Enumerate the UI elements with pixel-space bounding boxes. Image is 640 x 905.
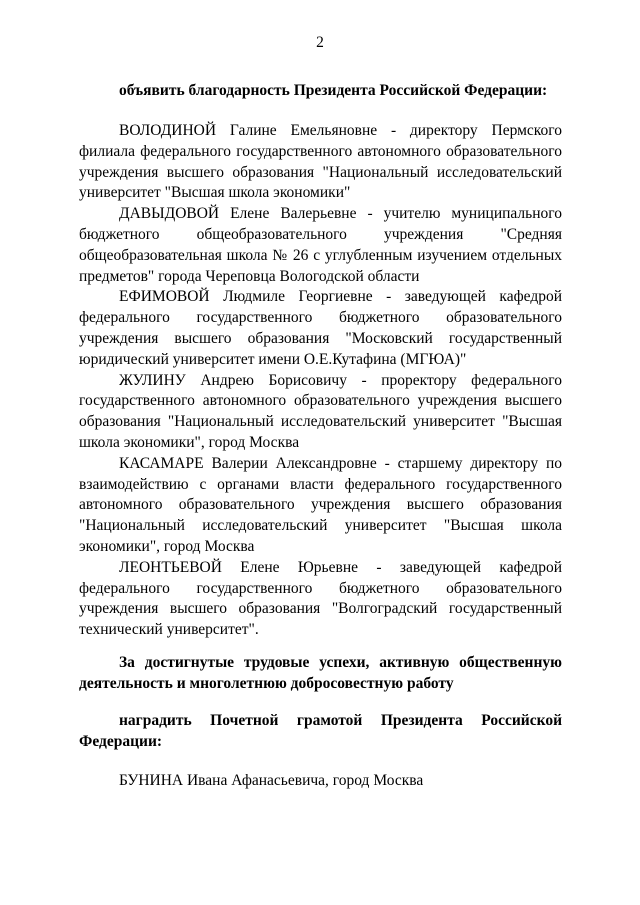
list-item: ВОЛОДИНОЙ Галине Емельяновне - директору Пермского филиала федерального государственного автономного образовательного учреждения высшего образования "Национальный исследовательский университет "Высшая школа экономики": [79, 122, 562, 202]
award-heading: наградить Почетной грамотой Президента Российской Федерации:: [79, 712, 562, 750]
gratitude-heading: объявить благодарность Президента Российской Федерации:: [119, 82, 548, 99]
list-item: ЕФИМОВОЙ Людмиле Георгиевне - заведующей кафедрой федерального государственного бюджетного образовательного учреждения высшего образования "Московский государственный юридический университет имени О.Е.Кутафина (МГЮА)": [79, 288, 562, 368]
list-item: ДАВЫДОВОЙ Елене Валерьевне - учителю муниципального бюджетного общеобразовательного учреждения "Средняя общеобразовательная школа № 26 с углубленным изучением отдельных предметов" города Череповца Вологодской области: [79, 205, 562, 285]
page-number: 2: [316, 34, 324, 51]
award-recipient: БУНИНА Ивана Афанасьевича, город Москва: [119, 772, 424, 789]
list-item: КАСАМАРЕ Валерии Александровне - старшему директору по взаимодействию с органами власти федерального государственного автономного образовательного учреждения высшего образования "Национальный исследовательский университет "Высшая школа экономики", город Москва: [79, 454, 562, 555]
list-item: ЖУЛИНУ Андрею Борисовичу - проректору федерального государственного автономного образовательного учреждения высшего образования "Национальный исследовательский университет "Высшая школа экономики", город Москва: [79, 371, 562, 451]
gratitude-list: [79, 121, 562, 641]
list-item: ЛЕОНТЬЕВОЙ Елене Юрьевне - заведующей кафедрой федерального государственного бюджетного образовательного учреждения высшего образования "Волгоградский государственный технический университет".: [79, 558, 562, 639]
achievements-heading: За достигнутые трудовые успехи, активную общественную деятельность и многолетнюю добросовестную работу: [79, 654, 562, 692]
